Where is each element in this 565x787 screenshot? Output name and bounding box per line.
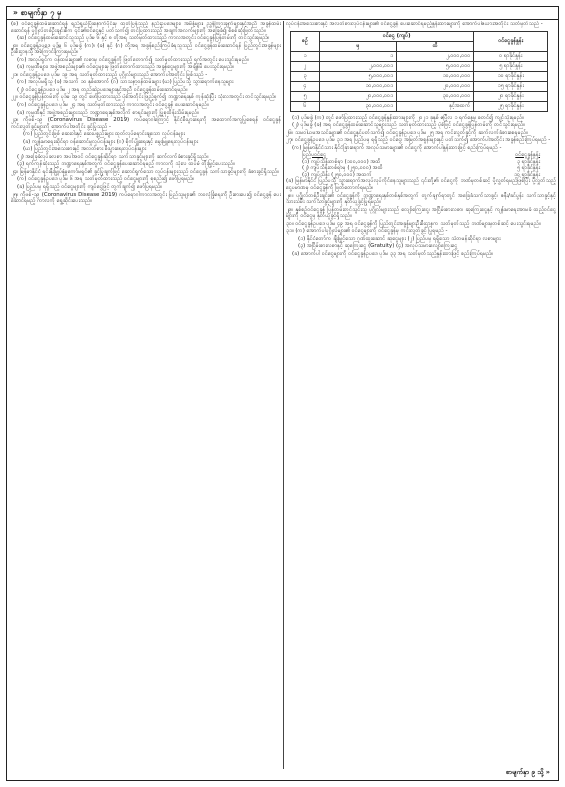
cell-from: ၁ [320,51,397,61]
paragraph: (ခ) ကုမ္ပဏီများ၊ အဖွဲ့အစည်းများ၏ ဝင်ငွေများမှ ဖြတ်တောက်ထားသည့် အခွန်ငွေများကို အချိန်မီ ပေးသွင်းရမည်။ [17,64,235,71]
schedule-body [286,159,556,179]
left-column [11,21,281,769]
tax-rate-table [290,31,548,112]
paragraph: ၃၀။ ဝင်ငွေခွန်ဥပဒေ ပုဒ်မ ၄၉ အရ ဝင်ငွေခွန်ကို ပြည်တွင်းအခွန်များဦးစီးဌာနက သတ်မှတ်သည့် ဘဏ်များမှတစ်ဆင့် ပေးသွင်းရမည်။ [286,220,541,227]
paragraph: ၂၈။ ပုဂ္ဂိုလ်တစ်ဦးချင်း၏ ဝင်ငွေခွန်ကို ဘဏ္ဍာရေးနှစ်တစ်နှစ်အတွက် တွက်ချက်ရာတွင် အခြေခံသက်သာခွင့်၊ ဇနီး/ခင်ပွန်း သက်သာခွင့်နှင့် သားသမီး သက်သာခွင့်များကို နုတ်ယူခွင့်ပြုရမည်။ [286,192,556,206]
cell-from: ၂,၀၀၀,၀၀၁ [320,61,397,71]
paragraph: (၃) အငြိမ်းစားလစာနှင့် ဆုကြေးငွေ (Gratuity) (၄) အလုပ်သမားလျော်ကြေးငွေ [298,243,458,250]
schedule-left: (၁) ကျပ်သိန်းတစ်ရာ (၁၀၀,၀၀၀) အထိ [302,158,381,165]
cell-to: ၂,၀၀၀,၀၀၀ [397,51,474,61]
paragraph: (ခ) ကျန်းမာရေးဆိုင်ရာ ဝန်ဆောင်မှုလုပ်ငန်းများ (ဂ) စိုက်ပျိုးရေးနှင့် မွေးမြူရေးလုပ်ငန်းများ [23,138,199,145]
paragraph: ၂၃။ ကိုဗစ်-၁၉ (Coronavirus Disease 2019) ကပ်ရောဂါကြောင့် နိုင်ငံ့စီးပွားရေးကို အထောက်အကူပြုစေရန် ဝင်ငွေခွန် ကင်းလွတ်ခွင့်များကို အောက်ပါအတိုင်း ခွင့်ပြုသည် - [11,117,281,130]
paragraph: (ခ) ပြည်ပမှ ရရှိသည့် ဝင်ငွေများကို ကျပ်ငွေဖြင့် တွက်ချက်၍ ဖော်ပြရမည်။ [17,184,163,191]
cell-seq: ၁ [291,51,320,61]
paragraph: ၂၁။ ဝင်ငွေခွန်ဥပဒေ ပုဒ်မ ၁၉ အရ သတ်မှတ်ထားသည့် ပုဂ္ဂိုလ်များသည် အောက်ပါအတိုင်း ဖြစ်သည် - [11,71,208,78]
table-header-from: မှ [320,41,397,51]
schedule-left: (၂) ကျပ်သိန်းတစ်ရာမှ (၂၅၀,၀၀၀) အထိ [302,165,383,172]
paragraph: (၂) ပုဒ်မခွဲ (ခ) အရ ဝင်ငွေခွန်ထမ်းဆောင်သူများသည် သတ်မှတ်ထားသည့် ပုံစံဖြင့် ဝင်ငွေခွန်ပြန်တမ်းကို တင်သွင်းရမည်။ [292,122,525,129]
paragraph: (ဃ) ပြည်တွင်းအသေးစားနှင့် အလတ်စား စီးပွားရေးလုပ်ငန်းများ [23,146,147,153]
cell-rate: ၁၀ ရာခိုင်နှုန်း [474,71,548,81]
table-row [291,61,548,71]
cell-seq: ၂ [291,61,320,71]
cell-to: ၂၀,၀၀၀,၀၀၀ [397,81,474,91]
continued-on-label: စာမျက်နှာ ၉ သို့ » [505,768,550,776]
foreign-income-schedule [286,152,556,178]
paragraph: (က) မြန်မာနိုင်ငံသား နိုင်ငံခြားရောက် အလုပ်သမားများ၏ ဝင်ငွေကို အောက်ပါနှုန်းထားဖြင့် စည်းကြပ်ရမည် - [292,144,502,151]
cell-rate: ၂၀ ရာခိုင်နှုန်း [474,91,548,101]
table-row [291,101,548,111]
paragraph: ၂၆။ သမဝါယမအသင်းများ၏ ဝင်ငွေနှင့်ပတ်သက်၍ ဝင်ငွေခွန်ဥပဒေ ပုဒ်မ ၂၅ အရ ကင်းလွတ်ခွင့်ကို ဆက်လက်ခံစားစေရမည်။ [286,129,528,136]
paragraph: လုပ်ငန်းအသေးစားနှင့် အလတ်စားလုပ်ငန်းများ၏ ဝင်ငွေခွန် ပေးဆောင်ရမည့်နှုန်းထားများကို အောက်ပါဇယားအတိုင်း သတ်မှတ်သည် - [286,21,543,27]
paragraph: (က) အလုပ်ရှင်က ဝန်ထမ်းများ၏ လစာမှ ဝင်ငွေခွန်ကို ဖြတ်တောက်၍ သတ်မှတ်ထားသည့် ရက်အတွင်း ပေးသွင်းရမည်။ [17,56,249,63]
paragraph: (က) အလုပ်မရှိသူ (ခ) အသက် ၁၀ နှစ်အောက် (ဂ) သာသနာ့ဝန်ထမ်းများ (ဃ) ပြည်ပသို့ သွားရောက်နေသူများ [17,79,234,86]
cell-from: ၅,၀၀၀,၀၀၁ [320,71,397,81]
cell-rate: ၀ ရာခိုင်နှုန်း [474,51,548,61]
cell-seq: ၃ [291,71,320,81]
cell-to: ၁၀,၀၀၀,၀၀၀ [397,71,474,81]
paragraph: (က) ဝင်ငွေခွန်ဥပဒေ ပုဒ်မ ၂၄ အရ သတ်မှတ်ထားသည့် ကာလအတွင်း ဝင်ငွေခွန် ပေးဆောင်ရမည်။ [17,102,209,109]
continued-from-label: » ‌စာမျက်နှာ ၇ မှ [13,7,62,17]
paragraph: (၃) ရက်ကုန်ဆုံးသည့် ဘဏ္ဍာရေးနှစ်အတွက် ဝင်ငွေခွန်ပေးဆောင်ရမည့် ကာလကို သုံးလ ထပ်မံ တိုးမြှင့်ပေးသည်။ [17,161,235,168]
paragraph: (၁) နိုင်ငံတော်က ချီးမြှင့်သော ဂုဏ်ထူးဆောင် ဆုငွေများ (၂) ပြည်ပမှ ရရှိသော သံတမန်ဆိုင်ရာ လစာများ [298,235,501,242]
cell-seq: ၄ [291,81,320,91]
schedule-right: ၁၀ ရာခိုင်နှုန်း [513,171,540,178]
schedule-left: (၃) ကျပ်သိန်း (၂၅၀,၀၀၀) အထက် [302,171,372,178]
cell-from: ၃၀,၀၀၀,၀၀၁ [320,101,397,111]
table-header-rate: ဝင်ငွေခွန်နှုန်း [474,31,548,51]
table-row [291,91,548,101]
cell-rate: ၅ ရာခိုင်နှုန်း [474,61,548,71]
paragraph: (ခ) မြန်မာနိုင်ငံ ပြည်ပသို့ သွားရောက်အလုပ်လုပ်ကိုင်နေသူများသည် ၎င်းတို့၏ ဝင်ငွေကို ဘဏ်မှတစ်ဆင့် ပို့လွှတ်ရမည်ဖြစ်ပြီး ပို့လွှတ်သည့် ငွေပမာဏမှ ဝင်ငွေခွန်ကို ဖြတ်တောက်ရမည်။ [286,178,556,192]
page-header [7,7,558,20]
table-body [291,51,548,111]
paragraph: ၂၉။ နှစ်စဉ်ဝင်ငွေခွန် ပြန်တမ်းတင်သွင်းသူ ပုဂ္ဂိုလ်များသည် လျော်ကြေးငွေ၊ အငြိမ်းစားလစာ၊ ဆုကြေးငွေနှင့် ကျန်းမာရေးအာမခံ ထည့်ဝင်ငွေများကို ဝင်ငွေမှ နုတ်ယူခွင့်ရှိသည်။ [286,206,556,220]
schedule-head-left: ပြည်ပဝင်ငွေ [302,152,327,159]
schedule-head-right: ဝင်ငွေခွန်နှုန်း [515,152,540,159]
cell-to: ၃၀,၀၀၀,၀၀၀ [397,91,474,101]
cell-from: ၂၀,၀၀၀,၀၀၁ [320,91,397,101]
cell-rate: ၂၅ ရာခိုင်နှုန်း [474,101,548,111]
schedule-right: ၅ ရာခိုင်နှုန်း [516,165,540,172]
paragraph: (ခ) ကုမ္ပဏီနှင့် အဖွဲ့အစည်းများသည် ဘဏ္ဍာရေးနှစ်အလိုက် စာရင်းများကို ပြုစုထိန်းသိမ်းရမည်။ [17,109,199,116]
paragraph: (စ) ဝင်ငွေခွန်ထမ်းဆောင်ရန် ရည်ရွယ်ပြီးနောက်ပိုင်းမှ ထုတ်ပြန်သည့် နည်းဥပဒေများ၊ အမိန့်များ၊ ညွှန်ကြားချက်များနှင့်အညီ အခွန်ထမ်းဆောင်ရန် ပုဂ္ဂိုလ်တစ်ဦးချင်းစီက ၎င်း၏ဝင်ငွေနှင့် ပတ်သက်၍ တင်ပြထားသည့် အချက်အလက်များကို အခြေခံ၍ စိစစ်ဆုံးဖြတ်သည်။ [11,21,281,34]
paragraph: ၂၅။ ကိုဗစ်-၁၉ (Coronavirus Disease 2019) ကပ်ရောဂါကာလအတွင်း ပြည်သူများ၏ ဘဝလုံခြုံရေးကို ဦးစားပေး၍ ဝင်ငွေခွန် ပေးဆောင်ရမည့် ကာလကို ရွှေ့ဆိုင်းပေးသည်။ [11,191,281,205]
right-column [286,21,556,769]
paragraph: ၂၄။ မြန်မာနိုင်ငံ ရင်းနှီးမြှုပ်နှံမှုကော်မရှင်၏ ခွင့်ပြုချက်ဖြင့် ဆောင်ရွက်သော လုပ်ငန်းများသည် ဝင်ငွေခွန် သက်သာခွင့်များကို ခံစားခွင့်ရှိသည်။ [11,168,279,175]
cell-rate: ၁၅ ရာခိုင်နှုန်း [474,81,548,91]
table-header-to: ထိ [397,41,474,51]
table-row [291,71,548,81]
paragraph: ၂၇။ ဝင်ငွေခွန်ဥပဒေ ပုဒ်မ ၃၁ အရ ပြည်ပမှ ရရှိသည့် ဝင်ငွေ၊ အမြတ်အစွန်းများနှင့် ပတ်သက်၍ အောက်ပါအတိုင်း အခွန်စည်းကြပ်ရမည် - [286,137,551,144]
schedule-right: ၃ ရာခိုင်နှုန်း [516,158,540,165]
paragraph: (က) ပြည်တွင်းဖြစ် ဆေးဝါးနှင့် ဆေးပစ္စည်းများ ထုတ်လုပ်ရောင်းချသော လုပ်ငန်းများ [23,131,185,138]
paragraph: (ခ) အောက်ပါ ဝင်ငွေများကို ဝင်ငွေခွန်ဥပဒေ ပုဒ်မ ၃၃ အရ သတ်မှတ်သည့်နှုန်းထားဖြင့် စည်းကြပ်ရမည်။ [292,250,494,257]
paragraph: (၂) အခြေခံလုပ်ခလစာ အပါအဝင် ဝင်ငွေခွန်ဆိုင်ရာ သက်သာခွင့်များကို ဆက်လက်ခံစားခွင့်ရှိသည်။ [17,153,209,160]
paragraph: (က) ဝင်ငွေခွန်ဥပဒေ ပုဒ်မ ၆ အရ သတ်မှတ်ထားသည့် ဝင်ငွေများကို စုစည်း၍ ဖော်ပြရမည်။ [17,176,195,183]
paragraph: (၂) ဝင်ငွေခွန်ဥပဒေ ပုဒ်မ ၂ အရ တည်ဆဲဥပဒေများနှင့်အညီ ဝင်ငွေခွန်ထမ်းဆောင်ရမည်။ [17,86,188,93]
table-row [291,81,548,91]
paragraph: ၂၀။ ဝင်ငွေခွန်ဥပဒေ ပုဒ်မ ၆ ပုဒ်မခွဲ (က)၊ (ခ) နှင့် (ဂ) တို့အရ အခွန်စည်းကြပ်ခံရသူသည် ဝင်ငွေခွန်ထမ်းဆောင်ရန် ပြည်တွင်းအခွန်များဦးစီးဌာနသို့ အကြောင်းကြားရမည်။ [11,42,281,56]
cell-seq: ၆ [291,101,320,111]
cell-to: ၅,၀၀၀,၀၀၀ [397,61,474,71]
table-header-income: ဝင်ငွေ (ကျပ်) [320,31,474,41]
cell-to: နှင့်အထက် [397,101,474,111]
paragraph: (၁) ပုဒ်မခွဲ (က) တွင် ဖော်ပြထားသည့် ဝင်ငွေခွန်နှုန်းထားများကို ၂၀၂၁ ခုနှစ် ဧပြီလ ၁ ရက်နေ့မှ စတင်၍ ကျင့်သုံးရမည်။ [292,114,524,121]
column-divider [283,21,284,769]
table-row [291,51,548,61]
paragraph: (ဆ) ဝင်ငွေခွန်ထမ်းဆောင်သူသည် ပုဒ်မ ၆ နှင့် ၈ တို့အရ သတ်မှတ်ထားသည့် ကာလအတွင်း ဝင်ငွေခွန်ပြန်တမ်းကို တင်သွင်းရမည်။ [17,35,270,42]
newspaper-page [6,6,559,781]
paragraph: ၂၂။ ဝင်ငွေခွန်ပြန်တမ်းကို ပုဒ်မ ၁၉ တွင် ဖော်ပြထားသည့် ပုံစံအတိုင်း ဖြည့်စွက်၍ ဘဏ္ဍာရေးနှစ် ကုန်ဆုံးပြီး သုံးလအတွင်း တင်သွင်းရမည်။ [11,94,277,101]
paragraph: ၃၁။ (က) အောက်ပါပုဂ္ဂိုလ်များ၏ ဝင်ငွေများကို ဝင်ငွေခွန်မှ ကင်းလွတ်ခွင့် ပြုရမည် - [286,228,448,235]
cell-from: ၁၀,၀၀၀,၀၀၁ [320,81,397,91]
table-header-seq: စဉ် [291,31,320,51]
cell-seq: ၅ [291,91,320,101]
